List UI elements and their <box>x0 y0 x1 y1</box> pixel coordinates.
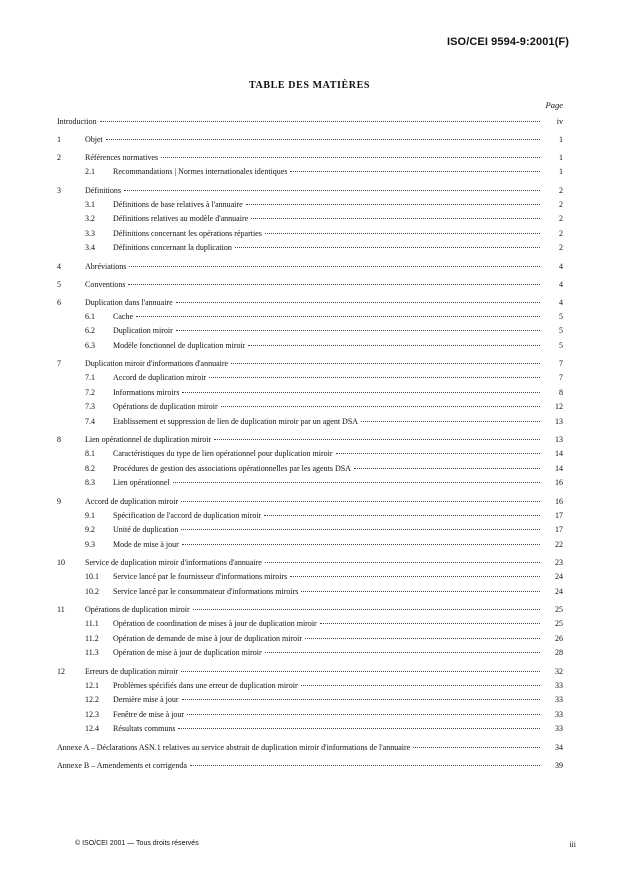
toc-subentry[interactable] <box>57 538 563 553</box>
dot-leader <box>128 284 540 285</box>
toc-entry[interactable] <box>57 602 563 617</box>
toc-entry-title: Objet <box>85 135 103 144</box>
dot-leader <box>100 121 540 122</box>
toc-entry-title: Informations miroirs <box>113 387 180 397</box>
toc-entry-page: 13 <box>555 435 563 444</box>
toc-entry[interactable] <box>57 259 563 274</box>
toc-entry-number: 7.2 <box>85 387 95 397</box>
toc-entry-title: Définitions relatives au modèle d'annuaire <box>113 214 249 223</box>
toc-entry-page: 2 <box>559 243 563 252</box>
dot-leader <box>214 439 540 440</box>
toc-entry-number: 8.1 <box>85 449 95 458</box>
dot-leader <box>265 233 540 234</box>
toc-subentry[interactable] <box>57 371 563 386</box>
toc-entry-title: Duplication miroir d'informations d'annuaire <box>85 359 229 368</box>
toc-entry-page: 4 <box>559 261 563 271</box>
toc-entry-title: Duplication miroir <box>113 326 173 335</box>
dot-leader <box>173 482 540 483</box>
toc-subentry[interactable] <box>57 447 563 462</box>
document-id: ISO/CEI 9594-9:2001(F) <box>446 36 569 48</box>
dot-leader <box>181 501 540 502</box>
toc-subentry[interactable] <box>57 509 563 524</box>
toc-entry-page: 25 <box>555 605 563 614</box>
toc-entry[interactable] <box>57 758 563 773</box>
toc-entry-number: 7.4 <box>85 416 95 426</box>
toc-subentry[interactable] <box>57 476 563 491</box>
toc-entry-title: Service lancé par le consommateur d'informations miroirs <box>113 586 299 596</box>
toc-subentry[interactable] <box>57 198 563 213</box>
toc-entry-number: 6 <box>57 297 61 307</box>
toc-entry-page: 34 <box>555 742 563 752</box>
toc-entry[interactable] <box>57 183 563 198</box>
toc-entry-title: Accord de duplication miroir <box>85 496 179 506</box>
toc-entry-number: 3.1 <box>85 199 95 209</box>
toc-entry-page: 33 <box>555 695 563 704</box>
toc-entry-page: 1 <box>559 135 563 144</box>
toc-entry[interactable] <box>57 494 563 509</box>
toc-entry-title: Définitions <box>85 185 121 195</box>
toc-subentry[interactable] <box>57 679 563 694</box>
toc-entry-number: 1 <box>57 135 61 144</box>
dot-leader <box>124 190 540 191</box>
toc-entry-number: 12.1 <box>85 680 99 690</box>
toc-subentry[interactable] <box>57 386 563 401</box>
toc-entry-title: Opération de coordination de mises à jour de duplication miroir <box>113 619 317 628</box>
toc-entry-number: 11.2 <box>85 633 99 643</box>
page-footer <box>75 840 576 849</box>
toc-entry-title: Opération de demande de mise à jour de duplication miroir <box>113 633 303 643</box>
toc-entry[interactable] <box>57 277 563 292</box>
toc-entry-title: Spécification de l'accord de duplication miroir <box>113 510 262 520</box>
toc-entry-number: 9.3 <box>85 539 95 549</box>
toc-entry[interactable] <box>57 555 563 570</box>
dot-leader <box>413 747 540 748</box>
toc-entry-title: Cache <box>113 311 133 321</box>
toc-entry[interactable] <box>57 132 563 147</box>
toc-entry-number: 11.1 <box>85 619 99 628</box>
dot-leader <box>251 218 540 219</box>
toc-entry-page: 5 <box>559 340 563 350</box>
dot-leader <box>136 316 540 317</box>
copyright-notice: © ISO/CEI 2001 — Tous droits réservés <box>75 840 199 847</box>
toc-subentry[interactable] <box>57 632 563 647</box>
toc-entry-title: Annexe A – Déclarations ASN.1 relatives au service abstrait de duplication miroir d'informations de l'annuaire <box>57 742 411 752</box>
toc-entry-page: 12 <box>555 402 563 411</box>
toc-entry-page: 2 <box>559 214 563 223</box>
toc-entry-number: 3.4 <box>85 243 95 252</box>
toc-entry-title: Problèmes spécifiés dans une erreur de duplication miroir <box>113 680 298 690</box>
toc-entry-title: Recommandations | Normes internationales identiques <box>113 167 288 176</box>
toc-entry-page: 33 <box>555 724 563 733</box>
toc-title: TABLE DES MATIÈRES <box>248 80 370 91</box>
dot-leader <box>176 330 540 331</box>
dot-leader <box>178 728 540 729</box>
toc-entry-page: 17 <box>555 525 563 534</box>
toc-entry-number: 2 <box>57 153 61 162</box>
toc-entry-page: 2 <box>559 228 563 238</box>
toc-subentry[interactable] <box>57 227 563 242</box>
toc-entry-title: Caractéristiques du type de lien opérationnel pour duplication miroir <box>113 449 333 458</box>
toc-entry-page: 2 <box>559 185 563 195</box>
dot-leader <box>106 139 540 140</box>
toc-entry-page: 7 <box>559 359 563 368</box>
dot-leader <box>176 302 540 303</box>
toc-entry-title: Modèle fonctionnel de duplication miroir <box>113 340 246 350</box>
toc-entry-page: 16 <box>555 496 563 506</box>
toc-entry-number: 5 <box>57 279 61 289</box>
toc-subentry[interactable] <box>57 400 563 415</box>
toc-entry-title: Lien opérationnel de duplication miroir <box>85 435 212 444</box>
toc-entry-page: 4 <box>559 297 563 307</box>
toc-subentry[interactable] <box>57 617 563 632</box>
dot-leader <box>161 157 540 158</box>
toc-entry-title: Lien opérationnel <box>113 478 170 487</box>
toc-entry-title: Erreurs de duplication miroir <box>85 666 179 676</box>
toc-entry-number: 8 <box>57 435 61 444</box>
toc-entry-title: Procédures de gestion des associations opérationnelles par les agents DSA <box>113 463 351 473</box>
toc-entry-number: 3 <box>57 185 61 195</box>
toc-entry-number: 10 <box>57 558 65 567</box>
toc-entry-title: Opération de mise à jour de duplication miroir <box>113 648 262 657</box>
dot-leader <box>354 468 540 469</box>
dot-leader <box>361 421 540 422</box>
toc-entry-number: 7.1 <box>85 373 95 382</box>
toc-entry-page: 24 <box>555 572 563 581</box>
toc-entry-number: 9.1 <box>85 510 95 520</box>
toc-entry-page: 22 <box>555 539 563 549</box>
toc-subentry[interactable] <box>57 339 563 354</box>
toc-entry-page: 5 <box>559 311 563 321</box>
toc-entry-number: 8.3 <box>85 478 95 487</box>
dot-leader <box>187 714 540 715</box>
toc-entry-page: 39 <box>555 760 563 770</box>
toc-entry-title: Accord de duplication miroir <box>113 373 207 382</box>
dot-leader <box>129 266 540 267</box>
toc-entry-title: Etablissement et suppression de lien de duplication miroir par un agent DSA <box>113 416 359 426</box>
toc-subentry[interactable] <box>57 462 563 477</box>
toc-entry-number: 7.3 <box>85 402 95 411</box>
toc-entry[interactable] <box>57 740 563 755</box>
toc-entry-page: 2 <box>559 199 563 209</box>
dot-leader <box>182 699 540 700</box>
toc-entry-page: 17 <box>555 510 563 520</box>
dot-leader <box>264 515 540 516</box>
toc-entry-page: 33 <box>555 709 563 719</box>
toc-entry-number: 9 <box>57 496 61 506</box>
toc-entry-page: iv <box>556 117 563 126</box>
toc-entry-page: 14 <box>555 449 563 458</box>
toc-entry-title: Définitions concernant la duplication <box>113 243 232 252</box>
toc-entry-title: Opérations de duplication miroir <box>85 605 190 614</box>
toc-entry-number: 12.4 <box>85 724 99 733</box>
toc-entry-page: 8 <box>559 387 563 397</box>
toc-entry-number: 11 <box>57 605 65 614</box>
dot-leader <box>301 685 540 686</box>
toc-entry-page: 28 <box>555 648 563 657</box>
dot-leader <box>305 638 540 639</box>
dot-leader <box>181 529 540 530</box>
toc-entry-title: Service de duplication miroir d'informations d'annuaire <box>85 558 262 567</box>
toc-entry[interactable] <box>57 295 563 310</box>
dot-leader <box>193 609 540 610</box>
toc-entry-title: Fenêtre de mise à jour <box>113 709 185 719</box>
dot-leader <box>265 652 540 653</box>
toc-entry-number: 6.2 <box>85 326 95 335</box>
toc-entry[interactable] <box>57 114 563 129</box>
dot-leader <box>231 363 540 364</box>
toc-entry-number: 9.2 <box>85 525 95 534</box>
page-column-label: Page <box>545 100 563 110</box>
dot-leader <box>246 204 540 205</box>
toc-entry-number: 10.2 <box>85 586 99 596</box>
toc-entry-page: 32 <box>555 666 563 676</box>
toc-entry-number: 3.3 <box>85 228 95 238</box>
toc-entry[interactable] <box>57 356 563 371</box>
toc-entry-page: 4 <box>559 279 563 289</box>
toc-entry-page: 24 <box>555 586 563 596</box>
toc-entry-title: Duplication dans l'annuaire <box>85 297 173 307</box>
toc-entry-number: 7 <box>57 359 61 368</box>
toc-subentry[interactable] <box>57 165 563 180</box>
toc-entry-number: 8.2 <box>85 463 95 473</box>
toc-subentry[interactable] <box>57 585 563 600</box>
toc-entry-page: 5 <box>559 326 563 335</box>
dot-leader <box>336 453 541 454</box>
toc-entry-page: 13 <box>555 416 563 426</box>
toc-entry-number: 10.1 <box>85 572 99 581</box>
toc-entry[interactable] <box>57 664 563 679</box>
toc-subentry[interactable] <box>57 324 563 339</box>
toc-entry-title: Définitions concernant les opérations réparties <box>113 228 262 238</box>
toc-entry-number: 4 <box>57 261 61 271</box>
toc-entry-title: Unité de duplication <box>113 525 179 534</box>
toc-entry-number: 3.2 <box>85 214 95 223</box>
toc-subentry[interactable] <box>57 708 563 723</box>
dot-leader <box>265 562 540 563</box>
dot-leader <box>290 576 540 577</box>
toc-entry-number: 6.3 <box>85 340 95 350</box>
toc-entry-title: Références normatives <box>85 153 159 162</box>
toc-entry-page: 16 <box>555 478 563 487</box>
dot-leader <box>301 591 540 592</box>
toc-subentry[interactable] <box>57 722 563 737</box>
toc-subentry[interactable] <box>57 646 563 661</box>
toc-entry-number: 12.2 <box>85 695 99 704</box>
toc-entry-title: Opérations de duplication miroir <box>113 402 218 411</box>
dot-leader <box>181 671 540 672</box>
toc-entry-title: Introduction <box>57 117 97 126</box>
dot-leader <box>235 247 540 248</box>
toc-subentry[interactable] <box>57 415 563 430</box>
toc-entry-page: 14 <box>555 463 563 473</box>
toc-entry-title: Conventions <box>85 279 126 289</box>
dot-leader <box>290 171 540 172</box>
toc-entry-page: 7 <box>559 373 563 382</box>
toc-entry-number: 6.1 <box>85 311 95 321</box>
toc-entry-title: Résultats communs <box>113 724 176 733</box>
toc-subentry[interactable] <box>57 241 563 256</box>
dot-leader <box>190 765 540 766</box>
dot-leader <box>182 392 540 393</box>
toc-entry-page: 23 <box>555 558 563 567</box>
toc-entry-title: Mode de mise à jour <box>113 539 179 549</box>
toc-entry-number: 12 <box>57 666 65 676</box>
toc-entry-page: 26 <box>555 633 563 643</box>
toc-entry-title: Définitions de base relatives à l'annuaire <box>113 199 243 209</box>
table-of-contents <box>57 114 563 773</box>
dot-leader <box>248 345 540 346</box>
toc-entry-page: 25 <box>555 619 563 628</box>
toc-entry-page: 1 <box>559 167 563 176</box>
toc-entry-number: 2.1 <box>85 167 95 176</box>
toc-entry-title: Dernière mise à jour <box>113 695 179 704</box>
dot-leader <box>320 623 540 624</box>
toc-entry-title: Service lancé par le fournisseur d'informations miroirs <box>113 572 288 581</box>
toc-subentry[interactable] <box>57 310 563 325</box>
toc-entry[interactable] <box>57 150 563 165</box>
toc-entry-number: 11.3 <box>85 648 99 657</box>
toc-entry-page: 33 <box>555 680 563 690</box>
toc-entry-page: 1 <box>559 153 563 162</box>
toc-subentry[interactable] <box>57 523 563 538</box>
toc-subentry[interactable] <box>57 212 563 227</box>
dot-leader <box>221 406 540 407</box>
toc-subentry[interactable] <box>57 693 563 708</box>
dot-leader <box>209 377 540 378</box>
toc-entry-title: Abréviations <box>85 261 127 271</box>
page-number: iii <box>569 840 576 849</box>
dot-leader <box>182 544 540 545</box>
toc-subentry[interactable] <box>57 570 563 585</box>
toc-entry-number: 12.3 <box>85 709 99 719</box>
toc-entry[interactable] <box>57 432 563 447</box>
toc-entry-title: Annexe B – Amendements et corrigenda <box>57 760 187 770</box>
